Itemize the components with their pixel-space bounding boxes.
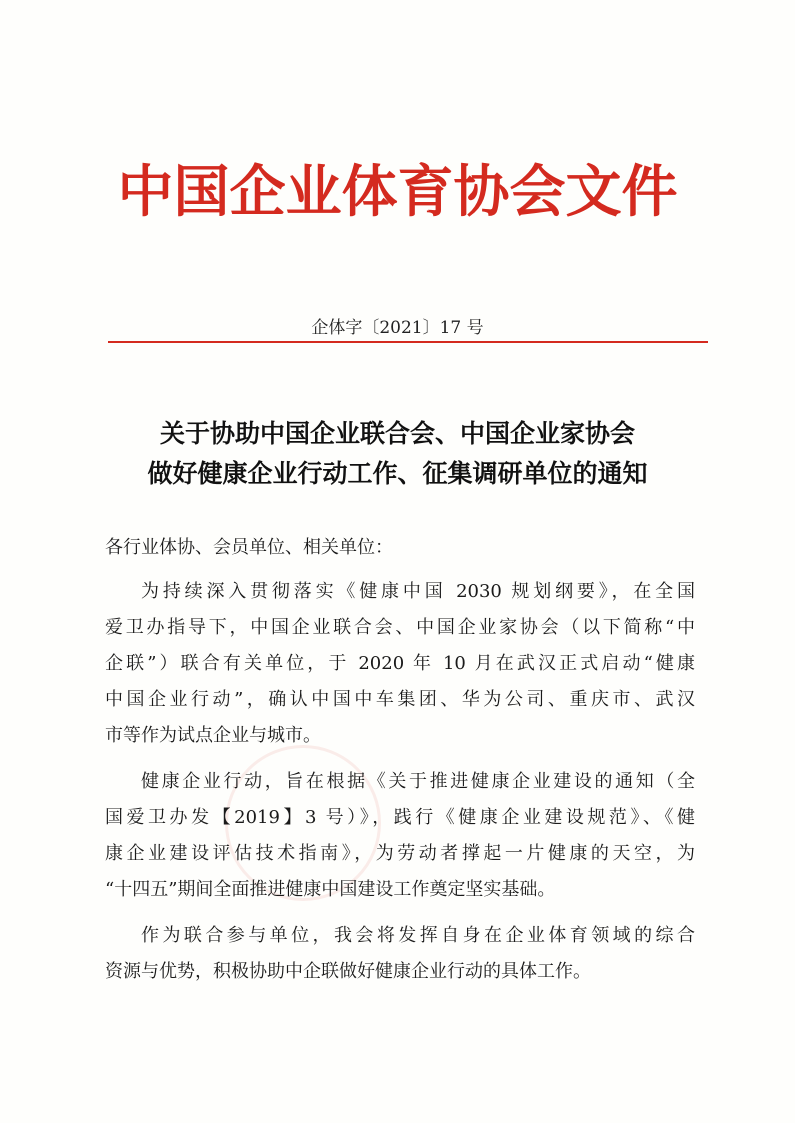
notice-title-line-2: 做好健康企业行动工作、征集调研单位的通知 bbox=[147, 459, 648, 488]
paragraph-line: 市等作为试点企业与城市。 bbox=[105, 725, 321, 746]
paragraph-line: 企联”）联合有关单位，于 2020 年 10 月在武汉正式启动“健康 bbox=[105, 653, 695, 674]
paragraph-line: 作为联合参与单位，我会将发挥自身在企业体育领域的综合 bbox=[141, 925, 695, 946]
paragraph-line: 国爱卫办发【2019】3 号）》，践行《健康企业建设规范》、《健 bbox=[105, 807, 695, 828]
paragraph-line: 资源与优势，积极协助中企联做好健康企业行动的具体工作。 bbox=[105, 961, 591, 982]
paragraph-line: 健康企业行动，旨在根据《关于推进健康企业建设的通知（全 bbox=[141, 771, 695, 792]
salutation: 各行业体协、会员单位、相关单位： bbox=[105, 537, 393, 558]
document-number: 企体字〔2021〕17 号 bbox=[311, 318, 484, 338]
paragraph-1 bbox=[105, 574, 695, 754]
paragraph-line: 中国企业行动”，确认中国中车集团、华为公司、重庆市、武汉 bbox=[105, 689, 695, 710]
paragraph-line: 爱卫办指导下，中国企业联合会、中国企业家协会（以下简称“中 bbox=[105, 617, 695, 638]
notice-title bbox=[0, 414, 795, 494]
red-divider bbox=[108, 341, 708, 343]
body-text bbox=[105, 574, 695, 1000]
paragraph-2 bbox=[105, 764, 695, 908]
paragraph-line: “十四五”期间全面推进健康中国建设工作奠定坚实基础。 bbox=[105, 879, 556, 900]
notice-title-line-1: 关于协助中国企业联合会、中国企业家协会 bbox=[159, 419, 635, 448]
masthead-title: 中国企业体育协会文件 bbox=[117, 160, 678, 225]
paragraph-line: 康企业建设评估技术指南》，为劳动者撑起一片健康的天空，为 bbox=[105, 843, 695, 864]
paragraph-3 bbox=[105, 918, 695, 990]
paragraph-line: 为持续深入贯彻落实《健康中国 2030 规划纲要》，在全国 bbox=[141, 581, 695, 602]
